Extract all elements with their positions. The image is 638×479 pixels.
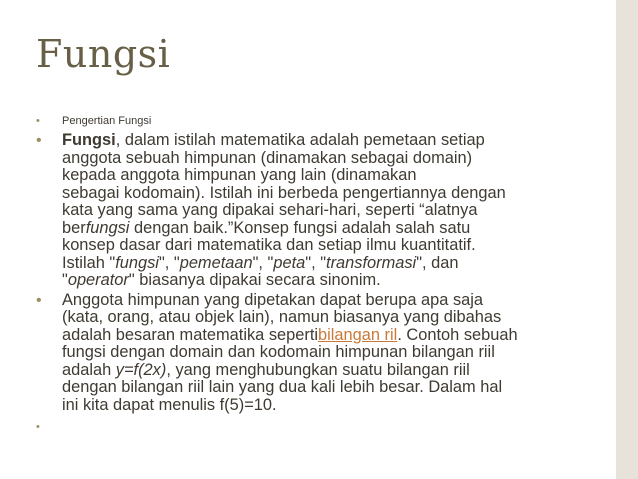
bullet-anggota-himpunan — [36, 292, 596, 415]
italic-segment: peta — [273, 253, 306, 272]
text-segment: dengan baik.”Konsep fungsi adalah salah satu — [129, 218, 471, 237]
text-segment: ", " — [305, 253, 327, 272]
text-segment: ", dan — [416, 253, 459, 272]
text-line: (kata, orang, atau objek lain), namun biasanya yang dibahas — [62, 308, 502, 326]
text-segment: ", " — [158, 253, 180, 272]
bullet-pengertian — [36, 114, 596, 128]
slide-title: Fungsi — [36, 32, 171, 76]
text-line: konsep dasar dari matematika dan setiap ilmu kuantitatif. — [62, 236, 476, 254]
italic-segment: pemetaan — [179, 253, 253, 272]
text-line: ini kita dapat menulis f(5)=10. — [62, 395, 277, 414]
text-segment: . Contoh sebuah — [397, 325, 518, 344]
side-accent-bar — [616, 0, 638, 479]
text-segment: adalah besaran matematika seperti — [62, 325, 319, 344]
bilangan-ril-link[interactable]: bilangan ril — [318, 325, 398, 344]
slide-content — [36, 114, 596, 433]
bullet-dot-icon: • — [36, 421, 40, 433]
text-segment: ", " — [252, 253, 274, 272]
text-line: kepada anggota himpunan yang lain (dinamakan — [62, 166, 417, 184]
bullet-fungsi-definition — [36, 132, 596, 290]
italic-segment: transformasi — [326, 253, 417, 272]
text-line: fungsi dengan domain dan kodomain himpunan bilangan riil — [62, 343, 495, 361]
text-line: sebagai kodomain). Istilah ini berbeda pengertiannya dengan — [62, 183, 506, 202]
text-segment: , dalam istilah matematika adalah pemetaan setiap — [115, 131, 485, 149]
text-line: anggota sebuah himpunan (dinamakan sebagai domain) — [62, 148, 473, 167]
bullet-dot-icon: • — [36, 115, 40, 127]
text-segment: ber — [62, 218, 86, 237]
italic-segment: operator — [67, 271, 129, 289]
italic-segment: fungsi — [85, 218, 130, 237]
text-segment: " — [62, 271, 68, 289]
text-segment: , yang menghubungkan suatu bilangan riil — [166, 360, 470, 379]
text-line: dengan bilangan riil lain yang dua kali lebih besar. Dalam hal — [62, 378, 503, 396]
text-segment: " biasanya dipakai secara sinonim. — [128, 271, 381, 289]
text-line: kata yang sama yang dipakai sehari-hari, seperti “alatnya — [62, 201, 478, 219]
term-fungsi: Fungsi — [62, 131, 116, 149]
text-line: Anggota himpunan yang dipetakan dapat berupa apa saja — [62, 290, 484, 309]
text-segment: Istilah " — [62, 253, 116, 272]
bullet-text: Pengertian Fungsi — [62, 115, 152, 127]
text-segment: adalah — [62, 360, 116, 379]
bullet-dot-icon: • — [36, 132, 42, 149]
bullet-dot-icon: • — [36, 291, 42, 309]
italic-segment: fungsi — [115, 253, 159, 272]
italic-formula: y=f(2x) — [115, 360, 167, 379]
